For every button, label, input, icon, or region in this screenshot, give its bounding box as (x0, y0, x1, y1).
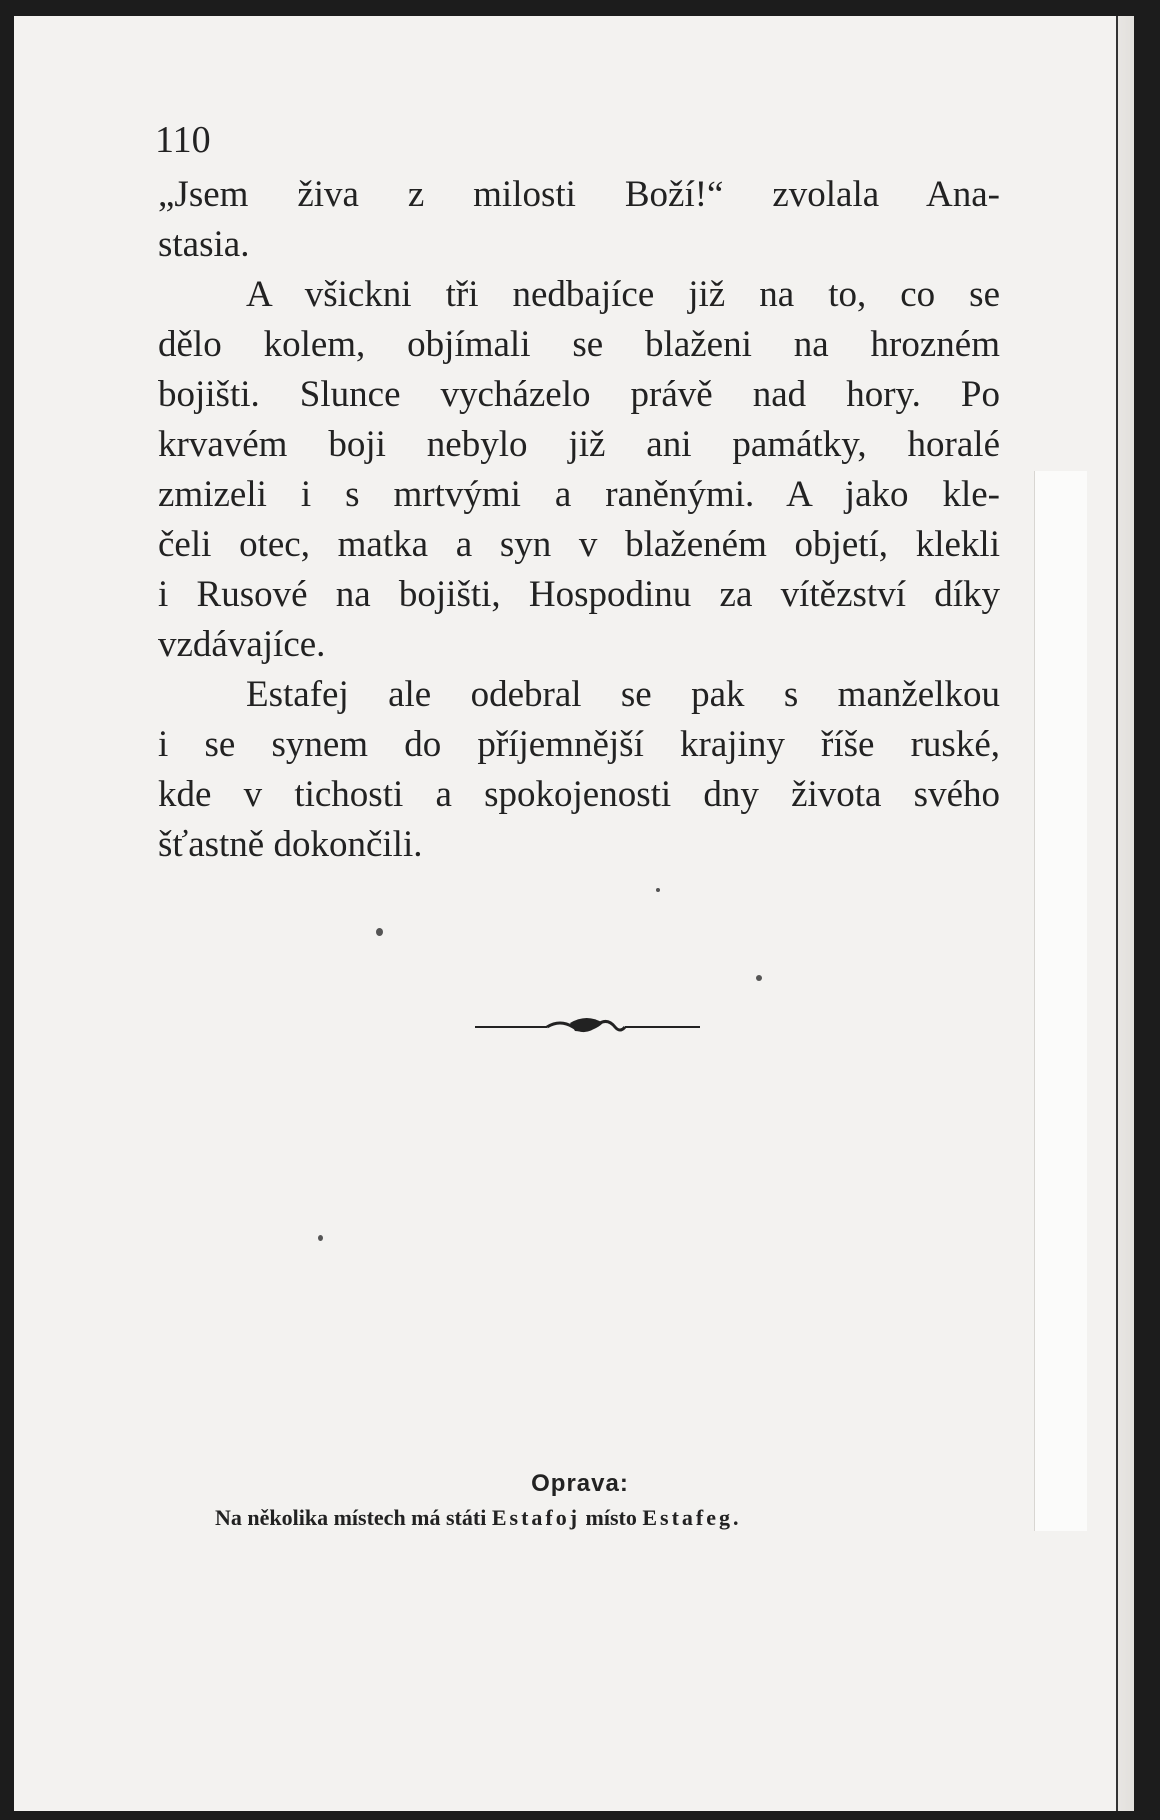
text-line: kde v tichosti a spokojenosti dny života svého (158, 774, 1000, 815)
text-line: zmizeli i s mrtvými a raněnými. A jako kle- (158, 474, 1000, 515)
corrigenda-title: Oprava: (531, 1470, 629, 1497)
text-line: Estafej ale odebral se pak s manželkou (246, 674, 1000, 715)
text-line: vzdávajíce. (158, 624, 326, 665)
text-line: bojišti. Slunce vycházelo právě nad hory. Po (158, 374, 1000, 415)
corrigenda-word-correct: Estafoj (491, 1505, 581, 1530)
corrigenda-text-before: Na několika místech má státi (215, 1505, 492, 1530)
text-line: stasia. (158, 224, 250, 265)
text-line: krvavém boji nebylo již ani památky, horalé (158, 424, 1000, 465)
text-line: A všickni tři nedbajíce již na to, co se (246, 274, 1000, 315)
decorative-rule-ornament-icon (475, 1015, 700, 1039)
corrigenda-word-wrong: Estafeg (642, 1505, 734, 1530)
text-line: dělo kolem, objímali se blaženi na hrozném (158, 324, 1000, 365)
corrigenda-text (215, 1505, 955, 1531)
page-edge-highlight (1034, 471, 1087, 1531)
text-line: i se synem do příjemnější krajiny říše ruské, (158, 724, 1000, 765)
text-line: čeli otec, matka a syn v blaženém objetí, klekli (158, 524, 1000, 565)
print-speck (376, 928, 383, 936)
print-speck (756, 975, 762, 981)
print-speck (656, 888, 660, 892)
text-line: i Rusové na bojišti, Hospodinu za vítězství díky (158, 574, 1000, 615)
text-line: šťastně dokončili. (158, 824, 423, 865)
page-number: 110 (155, 119, 211, 161)
text-line: „Jsem živa z milosti Boží!“ zvolala Ana- (158, 174, 1000, 215)
corrigenda-text-middle: místo (580, 1505, 643, 1530)
print-speck (318, 1235, 323, 1241)
corrigenda-text-end: . (733, 1505, 739, 1530)
page-edge (1116, 16, 1134, 1811)
